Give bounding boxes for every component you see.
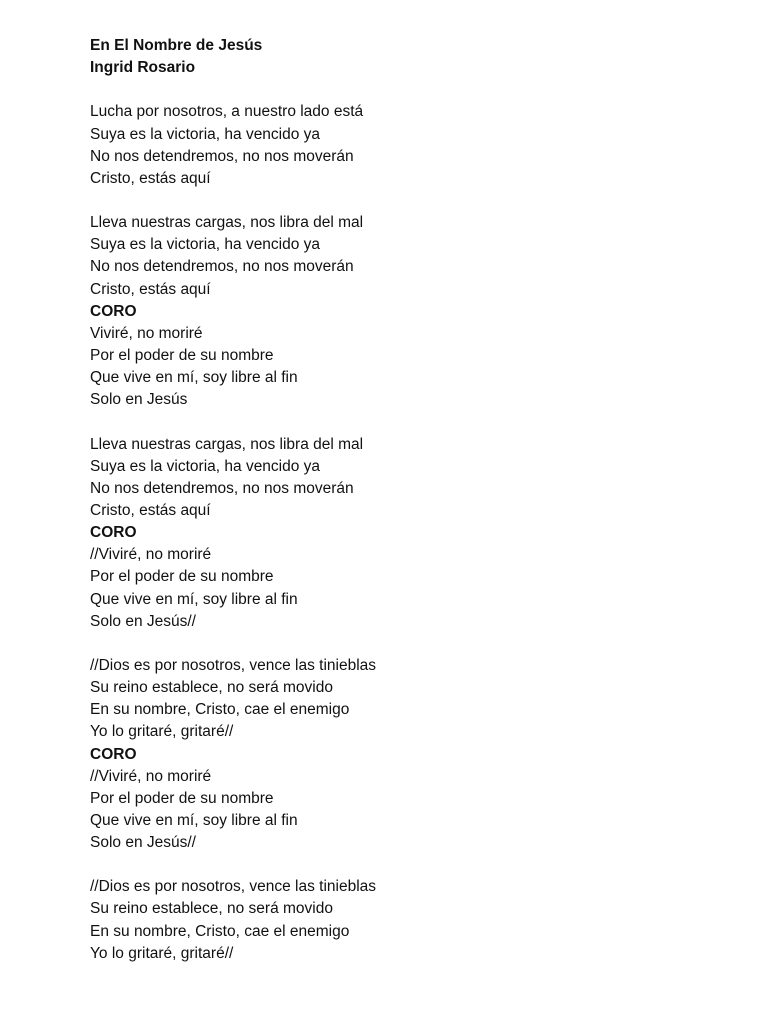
lyric-line: Por el poder de su nombre: [90, 568, 274, 586]
lyric-line: Lleva nuestras cargas, nos libra del mal: [90, 214, 364, 232]
bridge-1: [90, 655, 730, 744]
lyric-line: Suya es la victoria, ha vencido ya: [90, 236, 321, 254]
lyric-line: No nos detendremos, no nos moverán: [90, 258, 354, 276]
lyric-line: Que vive en mí, soy libre al fin: [90, 811, 298, 829]
lyric-line: No nos detendremos, no nos moverán: [90, 479, 354, 497]
lyric-line: Por el poder de su nombre: [90, 789, 274, 807]
bridge-2: [90, 876, 730, 965]
lyric-line: //Viviré, no moriré: [90, 767, 212, 785]
lyric-line: //Viviré, no moriré: [90, 546, 212, 564]
lyric-line: No nos detendremos, no nos moverán: [90, 147, 354, 165]
lyric-line: Solo en Jesús: [90, 391, 188, 409]
spacer: [90, 411, 730, 433]
song-title: En El Nombre de Jesús: [90, 37, 263, 54]
verse-3: [90, 434, 730, 523]
lyric-line: //Dios es por nosotros, vence las tinieblas: [90, 656, 377, 674]
chorus-label: CORO: [90, 302, 137, 320]
lyric-line: Cristo, estás aquí: [90, 501, 211, 519]
chorus-1: [90, 323, 730, 412]
lyric-line: Por el poder de su nombre: [90, 346, 274, 364]
lyric-line: Que vive en mí, soy libre al fin: [90, 590, 298, 608]
lyric-line: Cristo, estás aquí: [90, 169, 211, 187]
lyric-line: Viviré, no moriré: [90, 324, 203, 342]
chorus-label: CORO: [90, 524, 137, 542]
spacer: [90, 79, 730, 101]
lyric-line: Suya es la victoria, ha vencido ya: [90, 125, 321, 143]
lyric-line: Solo en Jesús//: [90, 612, 196, 630]
chorus-3: [90, 766, 730, 855]
spacer: [90, 633, 730, 655]
lyric-line: Cristo, estás aquí: [90, 280, 211, 298]
lyric-line: En su nombre, Cristo, cae el enemigo: [90, 922, 350, 940]
chorus-label: CORO: [90, 745, 137, 763]
lyric-line: Yo lo gritaré, gritaré//: [90, 723, 234, 741]
lyric-line: Solo en Jesús//: [90, 834, 196, 852]
lyric-line: En su nombre, Cristo, cae el enemigo: [90, 701, 350, 719]
lyric-line: Lleva nuestras cargas, nos libra del mal: [90, 435, 364, 453]
spacer: [90, 854, 730, 876]
lyrics-page: [90, 35, 730, 965]
lyric-line: Su reino establece, no será movido: [90, 679, 333, 697]
lyric-line: //Dios es por nosotros, vence las tinieblas: [90, 878, 377, 896]
lyric-line: Que vive en mí, soy libre al fin: [90, 369, 298, 387]
verse-1: [90, 101, 730, 190]
lyric-line: Su reino establece, no será movido: [90, 900, 333, 918]
lyric-line: Yo lo gritaré, gritaré//: [90, 944, 234, 962]
song-artist: Ingrid Rosario: [90, 59, 196, 77]
lyric-line: Suya es la victoria, ha vencido ya: [90, 457, 321, 475]
chorus-2: [90, 544, 730, 633]
spacer: [90, 190, 730, 212]
lyric-line: Lucha por nosotros, a nuestro lado está: [90, 103, 364, 121]
verse-2: [90, 212, 730, 301]
